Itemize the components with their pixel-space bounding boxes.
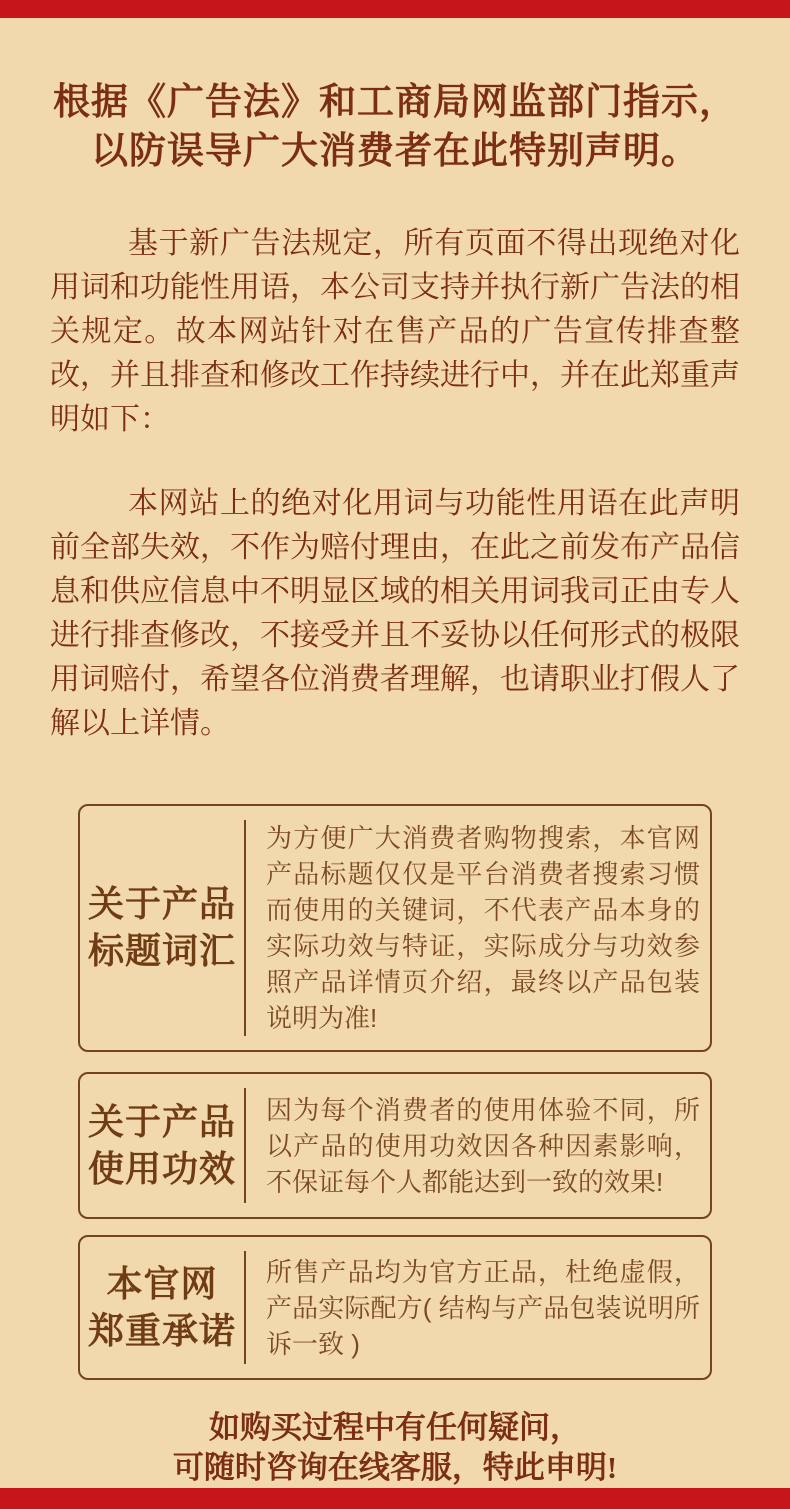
statement-paragraph-2: 本网站上的绝对化用词与功能性用语在此声明前全部失效，不作为赔付理由，在此之前发布产品信息和供应信息中不明显区域的相关用词我司正由专人进行排查修改，不接受并且不妥协以任何形式的极限用词赔付，希望各位消费者理解，也请职业打假人了解以上详情。 (50, 487, 740, 740)
statement-title-line1: 根据《广告法》和工商局网监部门指示， (53, 82, 737, 123)
statement-paragraph-1: 基于新广告法规定，所有页面不得出现绝对化用词和功能性用语，本公司支持并执行新广告法的相关规定。故本网站针对在售产品的广告宣传排查整改，并且排查和修改工作持续进行中，并在此郑重声明如下： (50, 227, 740, 436)
statement-title-line2: 以防误导广大消费者在此特别声明。 (91, 131, 699, 172)
notice-box-label-line1: 关于产品 (87, 884, 236, 924)
top-red-bar (0, 0, 790, 18)
notice-box-label (80, 806, 244, 1050)
notice-box-text (246, 1074, 710, 1217)
statement-title (0, 78, 790, 176)
notice-box-text-content: 所售产品均为官方正品，杜绝虚假，产品实际配方( 结构与产品包装说明所诉一致 ) (266, 1256, 700, 1359)
notice-box-official-promise (78, 1235, 712, 1380)
notice-box-label-line1: 关于产品 (87, 1101, 236, 1142)
notice-box-text (246, 806, 710, 1050)
notice-box-text-content: 为方便广大消费者购物搜索，本官网产品标题仅仅是平台消费者搜索习惯而使用的关键词，不代表产品本身的实际功效与特证，实际成分与功效参照产品详情页介绍，最终以产品包装说明为准! (266, 823, 700, 1033)
bottom-red-bar (0, 1488, 790, 1509)
footer-note-line2: 可随时咨询在线客服，特此申明! (172, 1450, 618, 1485)
notice-box-label-line1: 本官网 (106, 1263, 218, 1304)
notice-box-label-line2: 标题词汇 (87, 931, 236, 971)
notice-box-label (80, 1074, 244, 1217)
notice-box-label (80, 1237, 244, 1378)
footer-note-line1: 如购买过程中有任何疑问， (209, 1410, 581, 1445)
notice-box-label-line2: 使用功效 (87, 1148, 236, 1189)
notice-box-list (0, 804, 790, 1380)
notice-box-product-title-keywords (78, 804, 712, 1052)
notice-box-text-content: 因为每个消费者的使用体验不同，所以产品的使用功效因各种因素影响，不保证每个人都能达到一致的效果! (266, 1094, 700, 1197)
notice-box-label-line2: 郑重承诺 (87, 1310, 236, 1351)
notice-box-product-effect (78, 1072, 712, 1219)
footer-note (0, 1408, 790, 1488)
notice-box-text (246, 1237, 710, 1378)
